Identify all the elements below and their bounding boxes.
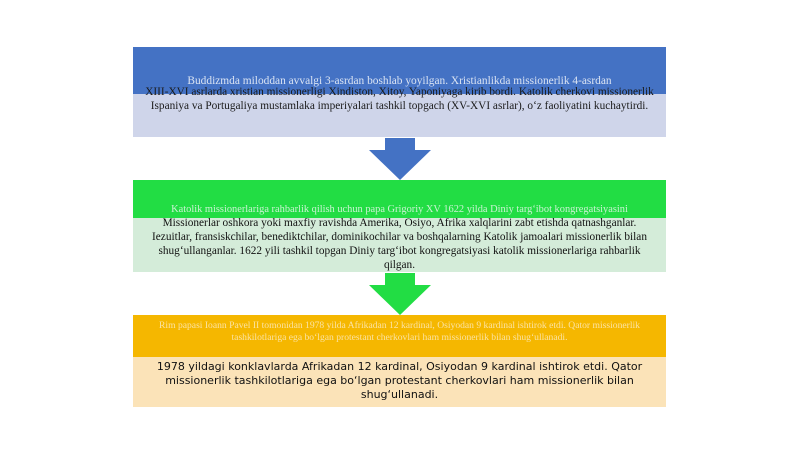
down-arrow-icon: [369, 273, 431, 315]
step-2-header-text: Katolik missionerlariga rahbarlik qilish uchun papa Grigoriy XV 1622 yilda Diniy targ‘ibot kongregatsiyasini: [171, 204, 628, 215]
step-1-header-text: Buddizmda miloddan avvalgi 3-asrdan boshlab yoyilgan. Xristianlikda missionerlik 4-asrdan: [187, 75, 612, 87]
step-2-body-text: Missionerlar oshkora yoki maxfiy ravishda Amerika, Osiyo, Afrika xalqlarini zabt etishda qatnashganlar. Iezuitlar, fransiskchilar, benediktchilar, dominikochilar va boshqalarning Katolik jamoalari missionerlik bilan shug‘ullanganlar. 1622 yili tashkil topgan Diniy targ‘ibot kongregatsiyasi katolik missionerlariga rahbarlik qilgan.: [152, 217, 647, 271]
step-3-header: [133, 315, 666, 357]
step-box-2: [133, 180, 666, 272]
down-arrow-icon: [369, 138, 431, 180]
step-2-header: [133, 180, 666, 218]
step-box-3: [133, 315, 666, 407]
step-3-header-text: Rim papasi Ioann Pavel II tomonidan 1978 yilda Afrikadan 12 kardinal, Osiyodan 9 kardinal ishtirok etdi. Qator missionerlik tashkilotlariga ega bo‘lgan protestant cherkovlari ham missionerlik bilan shug‘ullanadi.: [159, 320, 640, 343]
step-1-body-text: XIII-XVI asrlarda xristian missionerligi Xindiston, Xitoy, Yaponiyaga kirib bordi. Katolik cherkovi missionerlik Ispaniya va Portugaliya mustamlaka imperiyalari tashkil topgach (XV-XVI asrlar), o‘z faoliyatini kuchaytirdi.: [145, 86, 654, 112]
step-box-1: [133, 47, 666, 137]
step-3-body-text: 1978 yildagi konklavlarda Afrikadan 12 kardinal, Osiyodan 9 kardinal ishtirok etdi. Qator missionerlik tashkilotlariga ega bo‘lgan protestant cherkovlari ham missionerlik bilan shug‘ullanadi.: [156, 360, 643, 401]
